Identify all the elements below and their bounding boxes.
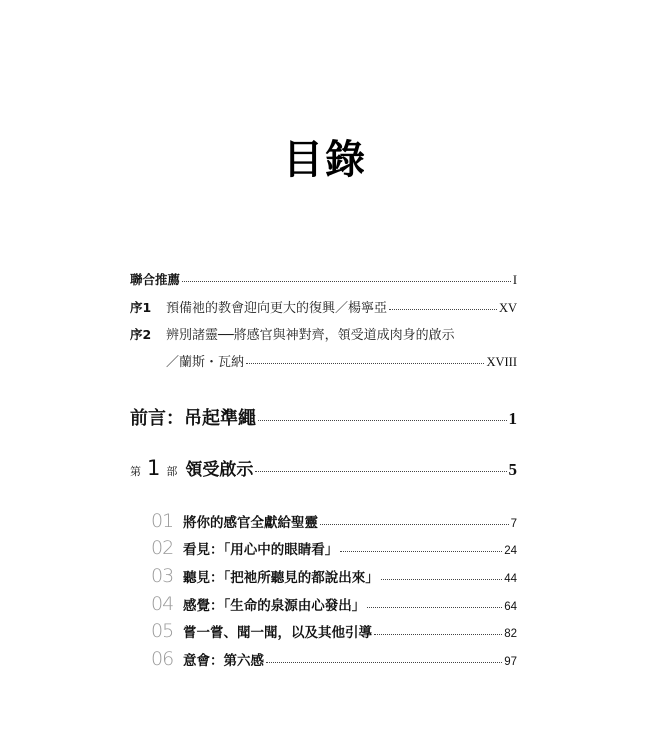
chapter-number: 03 xyxy=(151,565,174,587)
chapter-title: 看見：「用心中的眼睛看」 xyxy=(183,542,339,558)
chapter-number: 02 xyxy=(151,537,174,559)
entry-label: 序2 xyxy=(130,327,152,342)
chapter-title: 感覺：「生命的泉源由心發出」 xyxy=(183,598,366,614)
dot-leader xyxy=(182,271,511,284)
toc-entry-preface-1[interactable] xyxy=(130,297,517,316)
dot-leader xyxy=(374,624,502,638)
toc-entry-recommendations[interactable] xyxy=(130,270,517,288)
toc-chapter-06[interactable] xyxy=(151,648,517,670)
dot-leader xyxy=(246,353,484,366)
chapter-title: 將你的感官全獻給聖靈 xyxy=(183,515,318,531)
dot-leader xyxy=(320,514,509,528)
entry-title: 預備祂的教會迎向更大的復興／楊寧亞 xyxy=(166,301,388,316)
page-number: 1 xyxy=(508,409,517,428)
toc-entry-foreword[interactable] xyxy=(130,404,517,430)
part-title: 領受啟示 xyxy=(185,460,254,480)
chapter-number: 01 xyxy=(151,510,174,532)
toc-entry-part-1[interactable] xyxy=(130,455,517,480)
page-number: XVIII xyxy=(486,355,517,369)
page-number: I xyxy=(512,273,517,287)
dot-leader xyxy=(258,406,507,424)
entry-author: ／蘭斯・瓦納 xyxy=(166,355,245,370)
chapter-number: 05 xyxy=(151,620,174,642)
toc-entry-preface-2[interactable] xyxy=(130,324,517,343)
chapter-title: 聽見：「把祂所聽見的都說出來」 xyxy=(183,570,379,586)
page-title: 目錄 xyxy=(283,136,367,183)
entry-label: 聯合推薦 xyxy=(130,272,181,287)
part-prefix: 第 xyxy=(130,465,141,478)
page-number: 82 xyxy=(504,628,517,640)
dot-leader xyxy=(367,597,502,611)
page-number: 97 xyxy=(504,656,517,668)
toc-chapter-04[interactable] xyxy=(151,593,517,615)
page-number: 24 xyxy=(504,545,517,557)
entry-title: 前言：吊起準繩 xyxy=(130,408,256,429)
page-number: XV xyxy=(498,301,517,315)
toc-chapter-03[interactable] xyxy=(151,565,517,587)
entry-label: 序1 xyxy=(130,300,152,315)
part-number: 1 xyxy=(147,456,161,480)
chapter-number: 06 xyxy=(151,648,174,670)
page-number: 64 xyxy=(504,601,517,613)
chapter-title: 意會：第六感 xyxy=(183,653,264,669)
dot-leader xyxy=(255,458,506,475)
chapter-title: 嘗一嘗、聞一聞，以及其他引導 xyxy=(183,625,372,641)
page-number: 7 xyxy=(510,518,517,530)
dot-leader xyxy=(389,299,497,312)
dot-leader xyxy=(266,652,502,666)
toc-chapter-01[interactable] xyxy=(151,510,517,532)
page-number: 44 xyxy=(504,573,517,585)
part-suffix: 部 xyxy=(166,465,178,478)
page-number: 5 xyxy=(508,460,517,479)
dot-leader xyxy=(340,541,502,555)
entry-title: 辨別諸靈──將感官與神對齊，領受道成肉身的啟示 xyxy=(166,328,455,343)
chapter-number: 04 xyxy=(151,593,174,615)
toc-chapter-05[interactable] xyxy=(151,620,517,642)
toc-chapter-02[interactable] xyxy=(151,537,517,559)
toc-entry-preface-2-author[interactable] xyxy=(166,351,517,370)
dot-leader xyxy=(381,569,502,583)
